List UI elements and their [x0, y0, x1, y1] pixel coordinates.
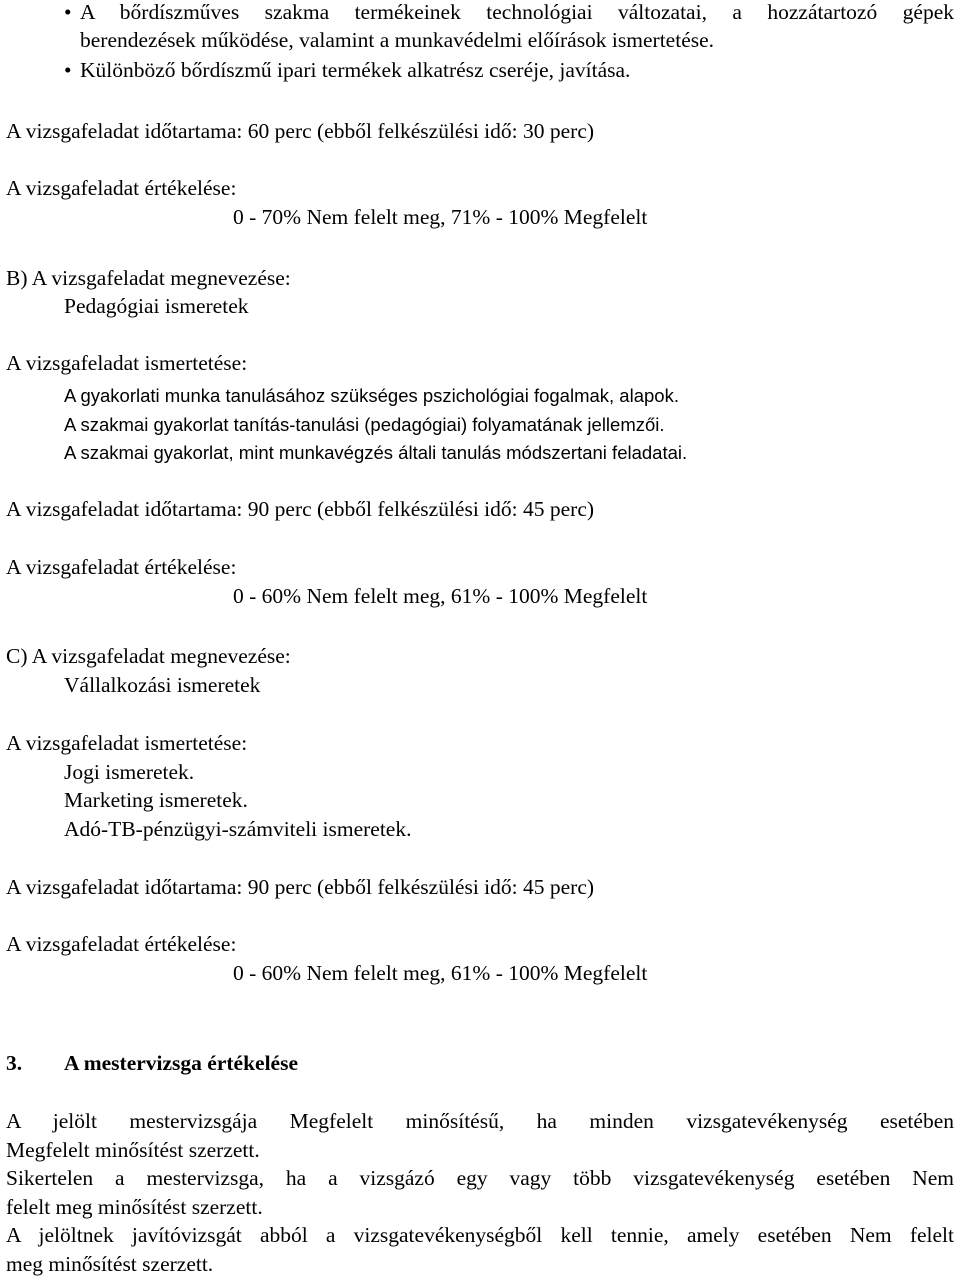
evaluation-label: A vizsgafeladat értékelése:	[6, 555, 237, 579]
evaluation-label: A vizsgafeladat értékelése:	[6, 176, 237, 200]
task-description-line: A szakmai gyakorlat, mint munkavégzés általi tanulás módszertani feladatai.	[64, 442, 688, 463]
duration-text: A vizsgafeladat időtartama: 90 perc (ebből felkészülési idő: 45 perc)	[6, 497, 595, 521]
paragraph-line: Megfelelt minősítést szerzett.	[6, 1138, 260, 1162]
paragraph-line: A jelöltnek javítóvizsgát abból a vizsgatevékenységből kell tennie, amely esetében Nem felelt	[6, 1223, 954, 1247]
task-name-label: C) A vizsgafeladat megnevezése:	[6, 644, 291, 668]
bullet-marker: •	[64, 0, 72, 24]
list-item-line: A bőrdíszműves szakma termékeinek technológiai változatai, a hozzátartozó gépek	[80, 0, 954, 24]
task-description-line: Marketing ismeretek.	[64, 788, 248, 812]
task-description-line: A szakmai gyakorlat tanítás-tanulási (pedagógiai) folyamatának jellemzői.	[64, 414, 665, 435]
task-description-line: Jogi ismeretek.	[64, 760, 195, 784]
task-name-label: B) A vizsgafeladat megnevezése:	[6, 266, 291, 290]
task-name-value: Pedagógiai ismeretek	[64, 294, 249, 318]
paragraph-line: felelt meg minősítést szerzett.	[6, 1195, 263, 1219]
task-description-label: A vizsgafeladat ismertetése:	[6, 731, 248, 755]
duration-text: A vizsgafeladat időtartama: 90 perc (ebből felkészülési idő: 45 perc)	[6, 875, 595, 899]
paragraph-line: meg minősítést szerzett.	[6, 1252, 214, 1276]
section-number: 3.	[6, 1051, 23, 1075]
bullet-marker: •	[64, 58, 72, 82]
paragraph-line: Sikertelen a mestervizsga, ha a vizsgázó egy vagy több vizsgatevékenység esetében Nem	[6, 1166, 954, 1190]
task-name-value: Vállalkozási ismeretek	[64, 673, 261, 697]
duration-text: A vizsgafeladat időtartama: 60 perc (ebből felkészülési idő: 30 perc)	[6, 119, 595, 143]
evaluation-value: 0 - 60% Nem felelt meg, 61% - 100% Megfelelt	[233, 584, 648, 608]
section-heading: A mestervizsga értékelése	[64, 1051, 299, 1075]
task-description-line: Adó-TB-pénzügyi-számviteli ismeretek.	[64, 817, 412, 841]
list-item-line: Különböző bőrdíszmű ipari termékek alkatrész cseréje, javítása.	[80, 58, 631, 82]
paragraph-line: A jelölt mestervizsgája Megfelelt minősítésű, ha minden vizsgatevékenység esetében	[6, 1109, 954, 1133]
evaluation-value: 0 - 60% Nem felelt meg, 61% - 100% Megfelelt	[233, 961, 648, 985]
list-item-line: berendezések működése, valamint a munkavédelmi előírások ismertetése.	[80, 28, 715, 52]
evaluation-value: 0 - 70% Nem felelt meg, 71% - 100% Megfelelt	[233, 205, 648, 229]
task-description-line: A gyakorlati munka tanulásához szükséges pszichológiai fogalmak, alapok.	[64, 385, 679, 406]
evaluation-label: A vizsgafeladat értékelése:	[6, 932, 237, 956]
task-description-label: A vizsgafeladat ismertetése:	[6, 351, 248, 375]
